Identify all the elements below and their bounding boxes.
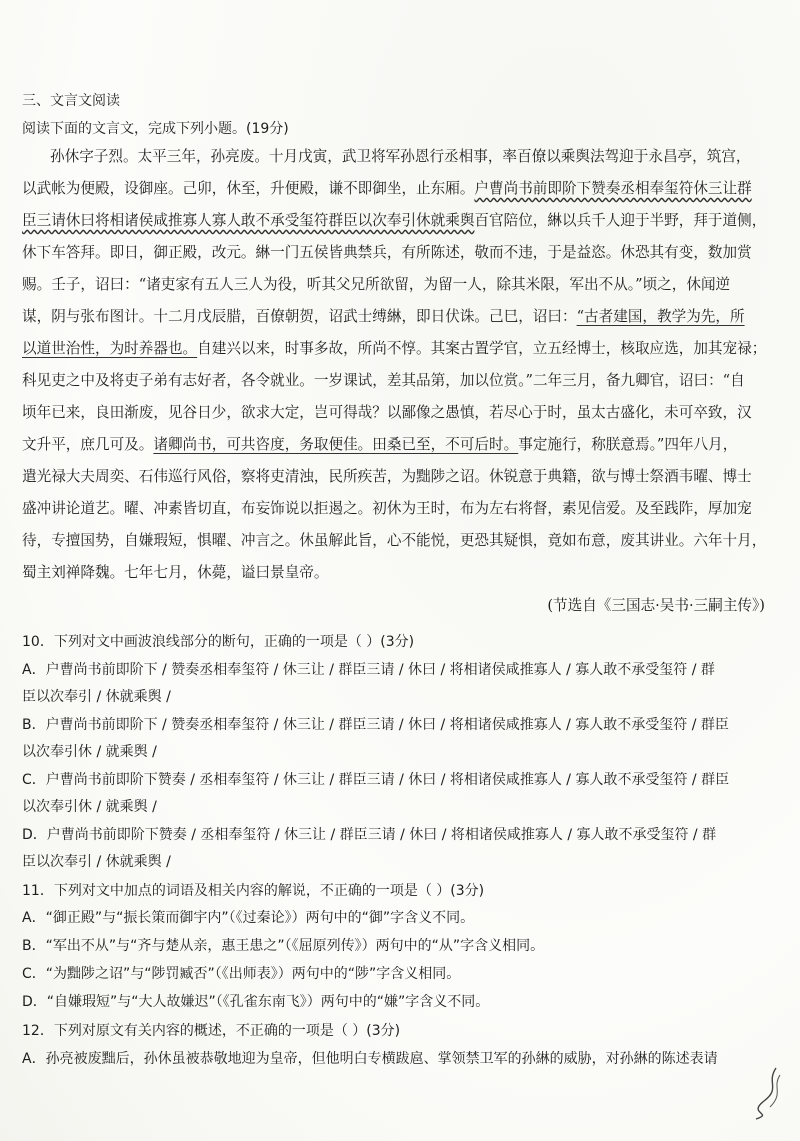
option-a: A．孙亮被废黜后，孙休虽被恭敬地迎为皇帝，但他明白专横跋扈、掌领禁卫军的孙綝的威胁，对孙綝的陈述表请 xyxy=(22,1051,718,1067)
passage-text: 谋，阴与张布图计。十二月戊辰腊，百僚朝贺，诏武士缚綝，即日伏诛。己巳，诏曰： xyxy=(22,308,577,325)
passage-source: (节选自《三国志·吴书·三嗣主传》) xyxy=(547,597,765,614)
passage-text: 百官陪位，綝以兵千人迎于半野，拜于道侧， xyxy=(474,212,767,229)
option-b-cont: 以次奉引休 / 就乘舆 / xyxy=(22,744,157,760)
underlined-text: 以道世治性，为时养器也。 xyxy=(22,340,198,357)
wavy-underlined-text: 户曹尚书前即阶下赞奏丞相奉玺符休三让群 xyxy=(474,180,752,197)
option-c-cont: 以次奉引休 / 就乘舆 / xyxy=(22,799,157,815)
passage-line: 科见吏之中及将吏子弟有志好者，各令就业。一岁课试，差其品第，加以位赏。”二年三月，备九卿官，诏曰：“自 xyxy=(22,372,745,389)
passage-line xyxy=(22,337,766,358)
option-a-cont: 臣以次奉引 / 休就乘舆 / xyxy=(22,689,171,705)
passage-line xyxy=(22,433,737,454)
passage-line: 孙休字子烈。太平三年，孙亮废。十月戊寅，武卫将军孙恩行丞相事，率百僚以乘舆法驾迎于永昌亭，筑宫， xyxy=(50,148,751,165)
passage-line xyxy=(22,177,752,198)
passage-text: 自建兴以来，时事多故，所尚不惇。其案古置学官，立五经博士，核取应选，加其宠禄； xyxy=(197,340,767,357)
section-title: 三、文言文阅读 xyxy=(22,93,120,109)
passage-line: 盛冲讲论道艺。曜、冲素皆切直，布妄饰说以拒遏之。初休为王时，布为左右将督，素见信爱。及至践阼，厚加宠 xyxy=(22,500,752,517)
passage-line: 待，专擅国势，自嫌瑕短，惧曜、冲言之。休虽解此旨，心不能悦，更恐其疑惧，竟如布意，废其讲业。六年十月， xyxy=(22,532,767,549)
underlined-text: “古者建国，教学为先，所 xyxy=(576,308,745,325)
passage-line: 赐。壬子，诏曰：“诸吏家有五人三人为役，听其父兄所欲留，为留一人，除其米限，军出不从。”顷之，休闻逆 xyxy=(22,276,731,293)
option-a: A．户曹尚书前即阶下 / 赞奏丞相奉玺符 / 休三让 / 群臣三请 / 休曰 / 将相诸侯咸推寡人 / 寡人敢不承受玺符 / 群 xyxy=(22,662,715,678)
option-d: D．户曹尚书前即阶下赞奏 / 丞相奉玺符 / 休三让 / 群臣三请 / 休曰 / 将相诸侯咸推寡人 / 寡人敢不承受玺符 / 群 xyxy=(22,827,717,843)
option-d-cont: 臣以次奉引 / 休就乘舆 / xyxy=(22,854,171,870)
passage-text: 文升平，庶几可及。 xyxy=(22,436,154,453)
pen-scribble-mark xyxy=(746,1063,786,1123)
underlined-text: 诸卿尚书，可共咨度，务取便佳。田桑已至，不可后时。 xyxy=(153,436,519,453)
passage-line: 顷年已来，良田渐废，见谷日少，欲求大定，岂可得哉？以鄙像之愚慎，若尽心于时，虽太古盛化，未可卒致，汉 xyxy=(22,404,752,421)
option-c: C．户曹尚书前即阶下赞奏 / 丞相奉玺符 / 休三让 / 群臣三请 / 休曰 / 将相诸侯咸推寡人 / 寡人敢不承受玺符 / 群臣 xyxy=(22,772,730,788)
option-d: D．“自嫌瑕短”与“大人故嫌迟”（《孔雀东南飞》）两句中的“嫌”字含义不同。 xyxy=(22,994,490,1010)
wavy-underlined-text: 臣三请休曰将相诸侯咸推寡人寡人敢不承受玺符群臣以次奉引休就乘舆 xyxy=(22,212,475,229)
option-b: B．户曹尚书前即阶下 / 赞奏丞相奉玺符 / 休三让 / 群臣三请 / 休曰 / 将相诸侯咸推寡人 / 寡人敢不承受玺符 / 群臣 xyxy=(22,717,729,733)
question-stem: 11．下列对文中加点的词语及相关内容的解说，不正确的一项是（ ）(3分) xyxy=(22,883,485,899)
passage-text: 以武帐为便殿，设御座。己卯，休至，升便殿，谦不即御坐，止东厢。 xyxy=(22,180,475,197)
passage-line xyxy=(22,209,766,230)
option-c: C．“为黜陟之诏”与“陟罚臧否”（《出师表》）两句中的“陟”字含义相同。 xyxy=(22,966,461,982)
option-a: A．“御正殿”与“振长策而御宇内”（《过秦论》）两句中的“御”字含义不同。 xyxy=(22,910,475,926)
question-stem: 10．下列对文中画波浪线部分的断句，正确的一项是（ ）(3分) xyxy=(22,634,415,650)
section-instruction: 阅读下面的文言文，完成下列小题。(19分) xyxy=(22,121,289,137)
option-b: B．“军出不从”与“齐与楚从亲，惠王患之”（《屈原列传》）两句中的“从”字含义相同。 xyxy=(22,938,545,954)
passage-line xyxy=(22,305,745,326)
passage-line: 蜀主刘禅降魏。七年七月，休薨，谥曰景皇帝。 xyxy=(22,564,329,581)
passage-line: 休下车答拜。即日，御正殿，改元。綝一门五侯皆典禁兵，有所陈述，敬而不违，于是益恣。休恐其有变，数加赏 xyxy=(22,244,752,261)
passage-text: 事定施行，称朕意焉。”四年八月， xyxy=(518,436,738,453)
passage-line: 遣光禄大夫周奕、石伟巡行风俗，察将吏清浊，民所疾苦，为黜陟之诏。休锐意于典籍，欲与博士祭酒韦曜、博士 xyxy=(22,468,752,485)
question-stem: 12．下列对原文有关内容的概述，不正确的一项是（ ）(3分) xyxy=(22,1023,401,1039)
